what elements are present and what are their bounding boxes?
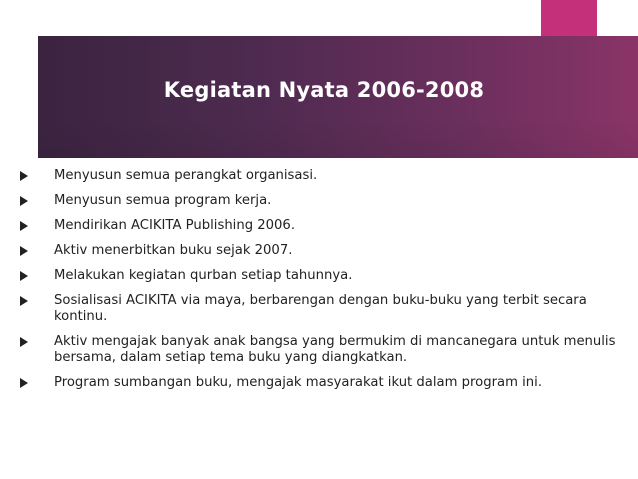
list-item <box>14 243 634 259</box>
list-item-text: Aktiv menerbitkan buku sejak 2007. <box>54 243 293 258</box>
list-item-text: Melakukan kegiatan qurban setiap tahunnya. <box>54 268 353 283</box>
list-item <box>14 293 634 325</box>
triangle-right-icon <box>20 246 28 256</box>
triangle-right-icon <box>20 171 28 181</box>
list-item <box>14 334 634 366</box>
list-item <box>14 193 634 209</box>
title-banner <box>38 36 638 158</box>
accent-tab <box>541 0 597 36</box>
triangle-right-icon <box>20 196 28 206</box>
triangle-right-icon <box>20 378 28 388</box>
list-item <box>14 375 634 391</box>
triangle-right-icon <box>20 337 28 347</box>
bullet-list <box>14 168 634 400</box>
slide-title: Kegiatan Nyata 2006-2008 <box>163 78 485 102</box>
list-item-text: Sosialisasi ACIKITA via maya, berbarengan dengan buku-buku yang terbit secara kontinu. <box>54 293 587 324</box>
triangle-right-icon <box>20 221 28 231</box>
list-item <box>14 268 634 284</box>
list-item-text: Mendirikan ACIKITA Publishing 2006. <box>54 218 296 233</box>
list-item-text: Aktiv mengajak banyak anak bangsa yang bermukim di mancanegara untuk menulis bersama, dalam setiap tema buku yang diangkatkan. <box>54 334 616 365</box>
list-item-text: Menyusun semua program kerja. <box>54 193 272 208</box>
list-item-text: Program sumbangan buku, mengajak masyarakat ikut dalam program ini. <box>54 375 543 390</box>
list-item-text: Menyusun semua perangkat organisasi. <box>54 168 318 183</box>
triangle-right-icon <box>20 296 28 306</box>
list-item <box>14 168 634 184</box>
list-item <box>14 218 634 234</box>
triangle-right-icon <box>20 271 28 281</box>
